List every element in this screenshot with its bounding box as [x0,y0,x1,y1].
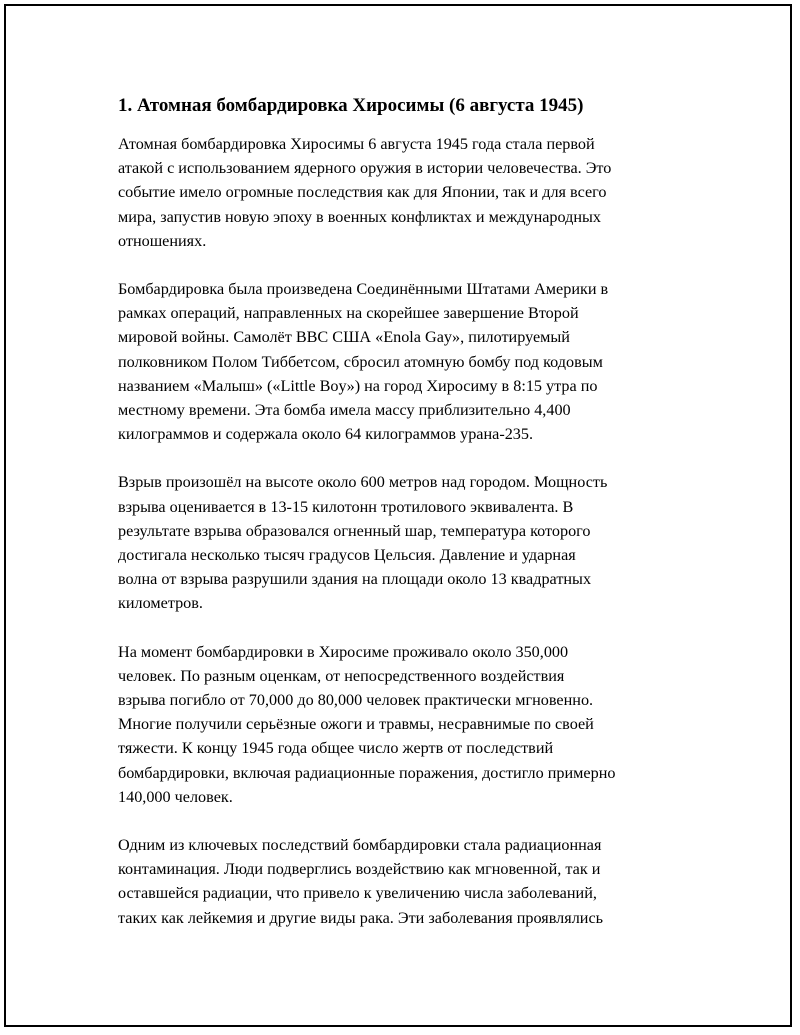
paragraph [118,470,688,615]
text-line: контаминация. Люди подверглись воздействию как мгновенной, так и [118,860,601,879]
text-line: мировой войны. Самолёт ВВС США «Enola Gay», пилотируемый [118,328,570,347]
document-body [118,94,688,954]
text-line: километров. [118,594,203,613]
text-line: Многие получили серьёзные ожоги и травмы, несравнимые по своей [118,715,594,734]
text-line: бомбардировки, включая радиационные поражения, достигло примерно [118,763,616,782]
section-heading: 1. Атомная бомбардировка Хиросимы (6 августа 1945) [118,95,584,116]
text-line: взрыва оценивается в 13-15 килотонн тротилового эквивалента. В [118,497,574,516]
text-line: взрыва погибло от 70,000 до 80,000 человек практически мгновенно. [118,691,594,710]
text-line: отношениях. [118,231,207,250]
text-line: Взрыв произошёл на высоте около 600 метров над городом. Мощность [118,473,608,492]
text-line: волна от взрыва разрушили здания на площади около 13 квадратных [118,570,592,589]
text-line: местному времени. Эта бомба имела массу приблизительно 4,400 [118,401,571,420]
text-line: событие имело огромные последствия как для Японии, так и для всего [118,183,607,202]
text-line: тяжести. К концу 1945 года общее число жертв от последствий [118,739,554,758]
text-line: таких как лейкемия и другие виды рака. Эти заболевания проявлялись [118,908,604,927]
text-line: Одним из ключевых последствий бомбардировки стала радиационная [118,836,602,855]
paragraph-list [118,132,688,930]
text-line: атакой с использованием ядерного оружия в истории человечества. Это [118,159,612,178]
text-line: рамках операций, направленных на скорейшее завершение Второй [118,304,579,323]
text-line: На момент бомбардировки в Хиросиме проживало около 350,000 [118,642,569,661]
text-line: Атомная бомбардировка Хиросимы 6 августа 1945 года стала первой [118,135,595,153]
text-line: человек. По разным оценкам, от непосредственного воздействия [118,666,565,685]
text-line: мира, запустив новую эпоху в военных конфликтах и международных [118,207,602,226]
paragraph [118,277,688,446]
text-line: названием «Малыш» («Little Boy») на город Хиросиму в 8:15 утра по [118,376,598,395]
text-line: полковником Полом Тиббетсом, сбросил атомную бомбу под кодовым [118,352,603,371]
paragraph [118,132,688,253]
text-line: достигала несколько тысяч градусов Цельсия. Давление и ударная [118,546,576,565]
text-line: результате взрыва образовался огненный шар, температура которого [118,521,591,540]
paragraph [118,640,688,809]
text-line: килограммов и содержала около 64 килограммов урана-235. [118,425,534,444]
text-line: Бомбардировка была произведена Соединёнными Штатами Америки в [118,280,609,299]
text-line: 140,000 человек. [118,787,233,806]
text-line: оставшейся радиации, что привело к увеличению числа заболеваний, [118,884,597,903]
paragraph [118,833,688,930]
